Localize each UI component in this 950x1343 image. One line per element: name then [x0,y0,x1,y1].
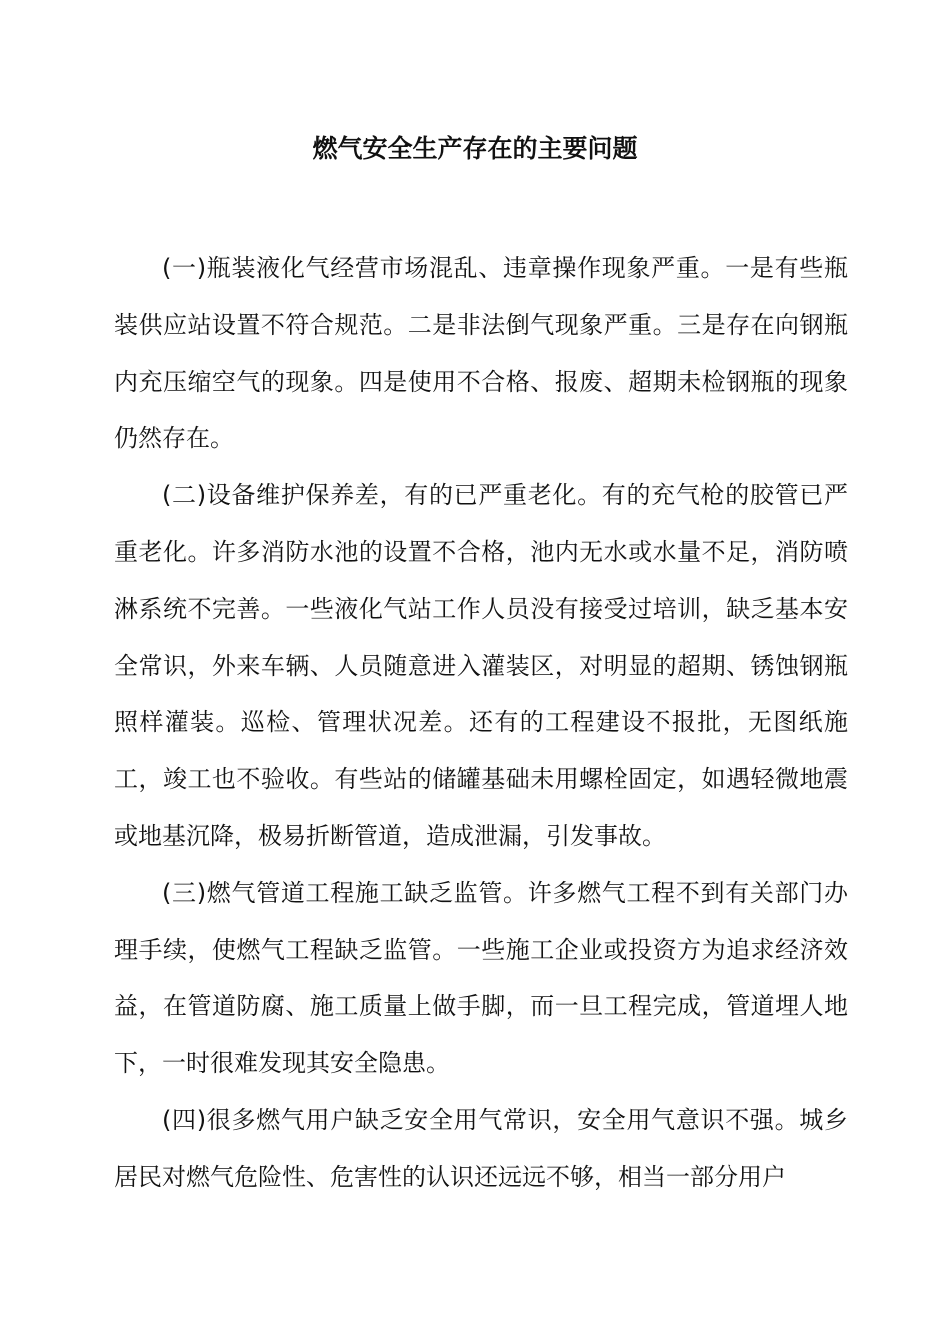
document-title: 燃气安全生产存在的主要问题 [312,134,638,163]
paragraph-2: (二)设备维护保养差，有的已严重老化。有的充气枪的胶管已严重老化。许多消防水池的设置不合格，池内无水或水量不足，消防喷淋系统不完善。一些液化气站工作人员没有接受过培训，缺乏基本安全常识，外来车辆、人员随意进入灌装区，对明显的超期、锈蚀钢瓶照样灌装。巡检、管理状况差。还有的工程建设不报批，无图纸施工，竣工也不验收。有些站的储罐基础未用螺栓固定，如遇轻微地震或地基沉降，极易折断管道，造成泄漏，引发事故。 [114,481,848,850]
paragraph-1: (一)瓶装液化气经营市场混乱、违章操作现象严重。一是有些瓶装供应站设置不符合规范。二是非法倒气现象严重。三是存在向钢瓶内充压缩空气的现象。四是使用不合格、报废、超期未检钢瓶的现象仍然存在。 [114,254,848,453]
paragraph-3: (三)燃气管道工程施工缺乏监管。许多燃气工程不到有关部门办理手续，使燃气工程缺乏监管。一些施工企业或投资方为追求经济效益，在管道防腐、施工质量上做手脚，而一旦工程完成，管道埋人地下，一时很难发现其安全隐患。 [114,878,848,1078]
paragraph-4: (四)很多燃气用户缺乏安全用气常识，安全用气意识不强。城乡居民对燃气危险性、危害性的认识还远远不够，相当一部分用户 [114,1105,848,1191]
document-body [114,240,848,1206]
